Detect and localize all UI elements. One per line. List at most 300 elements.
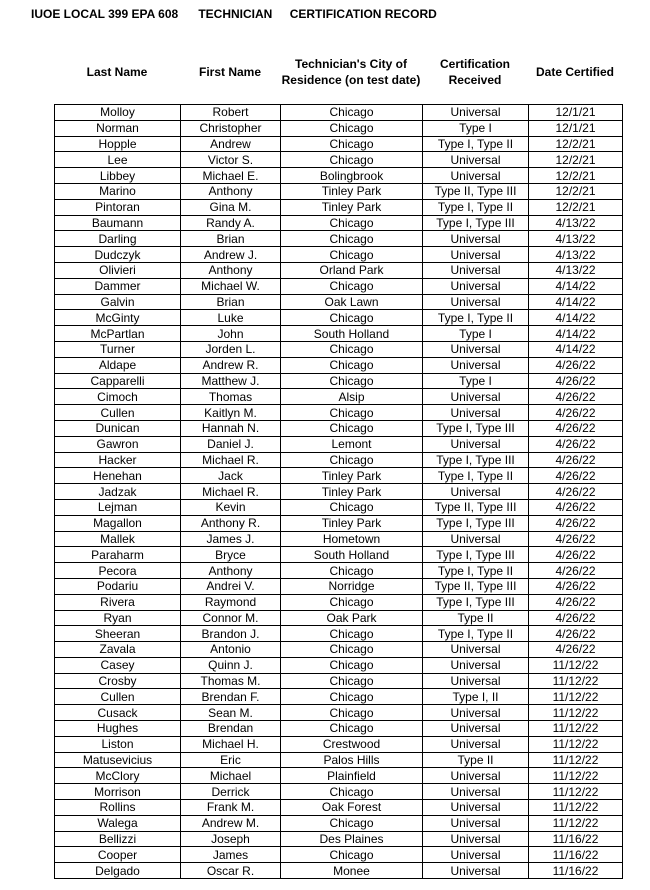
column-header-first-name: First Name xyxy=(198,65,262,79)
cell-last-name: Zavala xyxy=(55,642,181,658)
cell-city: Crestwood xyxy=(281,736,423,752)
cell-first-name: Quinn J. xyxy=(181,657,281,673)
cell-date-certified: 11/12/22 xyxy=(529,705,623,721)
table-row xyxy=(55,531,623,547)
cell-city: Chicago xyxy=(281,247,423,263)
cell-city: Chicago xyxy=(281,405,423,421)
cell-first-name: Victor S. xyxy=(181,152,281,168)
cell-last-name: Cullen xyxy=(55,405,181,421)
cell-date-certified: 4/26/22 xyxy=(529,468,623,484)
cell-city: Chicago xyxy=(281,120,423,136)
cell-city: Chicago xyxy=(281,705,423,721)
cell-last-name: Bellizzi xyxy=(55,831,181,847)
cell-date-certified: 12/1/21 xyxy=(529,120,623,136)
cell-date-certified: 4/26/22 xyxy=(529,405,623,421)
table-row xyxy=(55,278,623,294)
table-row xyxy=(55,389,623,405)
cell-city: Chicago xyxy=(281,452,423,468)
cell-certification: Type I, Type II xyxy=(423,468,529,484)
cell-city: Tinley Park xyxy=(281,515,423,531)
cell-city: Chicago xyxy=(281,673,423,689)
cell-first-name: Eric xyxy=(181,752,281,768)
cell-city: Chicago xyxy=(281,373,423,389)
table-row xyxy=(55,673,623,689)
cell-last-name: Gawron xyxy=(55,436,181,452)
cell-certification: Universal xyxy=(423,531,529,547)
cell-last-name: Cooper xyxy=(55,847,181,863)
cell-last-name: Norman xyxy=(55,120,181,136)
cell-last-name: Molloy xyxy=(55,105,181,121)
cell-city: Chicago xyxy=(281,420,423,436)
cell-date-certified: 11/12/22 xyxy=(529,657,623,673)
cell-first-name: James J. xyxy=(181,531,281,547)
cell-certification: Universal xyxy=(423,736,529,752)
table-row xyxy=(55,705,623,721)
cell-city: Tinley Park xyxy=(281,183,423,199)
cell-certification: Type I, Type III xyxy=(423,215,529,231)
cell-first-name: Jack xyxy=(181,468,281,484)
cell-date-certified: 4/14/22 xyxy=(529,326,623,342)
table-row xyxy=(55,484,623,500)
cell-first-name: Thomas xyxy=(181,389,281,405)
cell-certification: Universal xyxy=(423,657,529,673)
cell-last-name: McPartlan xyxy=(55,326,181,342)
cell-first-name: Sean M. xyxy=(181,705,281,721)
cell-date-certified: 11/12/22 xyxy=(529,815,623,831)
table-row xyxy=(55,752,623,768)
cell-city: Chicago xyxy=(281,341,423,357)
cell-city: Des Plaines xyxy=(281,831,423,847)
cell-city: Chicago xyxy=(281,310,423,326)
cell-date-certified: 4/26/22 xyxy=(529,499,623,515)
cell-date-certified: 4/26/22 xyxy=(529,578,623,594)
cell-last-name: Dammer xyxy=(55,278,181,294)
cell-certification: Universal xyxy=(423,673,529,689)
cell-certification: Universal xyxy=(423,800,529,816)
table-row xyxy=(55,405,623,421)
cell-city: Tinley Park xyxy=(281,468,423,484)
table-row xyxy=(55,594,623,610)
column-header-certification: Certification Received xyxy=(439,57,510,87)
cell-last-name: McClory xyxy=(55,768,181,784)
table-row xyxy=(55,863,623,879)
cell-date-certified: 11/12/22 xyxy=(529,784,623,800)
table-row xyxy=(55,373,623,389)
cell-last-name: Lejman xyxy=(55,499,181,515)
title-word-technician: TECHNICIAN xyxy=(198,7,273,21)
table-row xyxy=(55,120,623,136)
table-row xyxy=(55,721,623,737)
cell-city: Chicago xyxy=(281,278,423,294)
cell-certification: Universal xyxy=(423,152,529,168)
table-row xyxy=(55,183,623,199)
cell-first-name: Robert xyxy=(181,105,281,121)
cell-city: Chicago xyxy=(281,784,423,800)
cell-city: Oak Forest xyxy=(281,800,423,816)
certification-table xyxy=(54,104,623,879)
cell-last-name: Marino xyxy=(55,183,181,199)
cell-date-certified: 4/26/22 xyxy=(529,547,623,563)
cell-first-name: Michael R. xyxy=(181,484,281,500)
cell-certification: Type I, Type II xyxy=(423,563,529,579)
cell-last-name: Aldape xyxy=(55,357,181,373)
cell-city: Orland Park xyxy=(281,262,423,278)
cell-certification: Universal xyxy=(423,784,529,800)
cell-first-name: Raymond xyxy=(181,594,281,610)
cell-first-name: Frank M. xyxy=(181,800,281,816)
cell-first-name: Anthony xyxy=(181,183,281,199)
cell-date-certified: 11/12/22 xyxy=(529,752,623,768)
cell-certification: Universal xyxy=(423,105,529,121)
cell-last-name: Ryan xyxy=(55,610,181,626)
table-row xyxy=(55,231,623,247)
cell-city: Chicago xyxy=(281,721,423,737)
cell-date-certified: 4/26/22 xyxy=(529,436,623,452)
table-row xyxy=(55,452,623,468)
cell-certification: Type II, Type III xyxy=(423,499,529,515)
cell-first-name: Antonio xyxy=(181,642,281,658)
cell-certification: Type II xyxy=(423,752,529,768)
cell-date-certified: 12/1/21 xyxy=(529,105,623,121)
cell-city: Chicago xyxy=(281,105,423,121)
cell-certification: Type II, Type III xyxy=(423,183,529,199)
cell-date-certified: 11/16/22 xyxy=(529,847,623,863)
cell-date-certified: 4/13/22 xyxy=(529,247,623,263)
cell-date-certified: 11/16/22 xyxy=(529,863,623,879)
cell-certification: Universal xyxy=(423,768,529,784)
cell-date-certified: 12/2/21 xyxy=(529,199,623,215)
table-row xyxy=(55,199,623,215)
table-row xyxy=(55,831,623,847)
cell-first-name: Andrei V. xyxy=(181,578,281,594)
cell-date-certified: 4/26/22 xyxy=(529,563,623,579)
cell-first-name: Gina M. xyxy=(181,199,281,215)
table-row xyxy=(55,689,623,705)
cell-certification: Type I xyxy=(423,373,529,389)
cell-certification: Type I, Type III xyxy=(423,452,529,468)
cell-first-name: Anthony R. xyxy=(181,515,281,531)
cell-certification: Universal xyxy=(423,705,529,721)
table-row xyxy=(55,294,623,310)
table-body xyxy=(55,105,623,879)
cell-certification: Universal xyxy=(423,642,529,658)
cell-certification: Universal xyxy=(423,262,529,278)
cell-date-certified: 4/26/22 xyxy=(529,357,623,373)
cell-last-name: Rollins xyxy=(55,800,181,816)
cell-certification: Type I, Type II xyxy=(423,199,529,215)
cell-first-name: James xyxy=(181,847,281,863)
cell-city: Chicago xyxy=(281,594,423,610)
column-header-date-certified: Date Certified xyxy=(535,65,615,79)
table-row xyxy=(55,310,623,326)
cell-date-certified: 4/26/22 xyxy=(529,452,623,468)
table-row xyxy=(55,357,623,373)
cell-first-name: Daniel J. xyxy=(181,436,281,452)
document-title xyxy=(31,7,437,21)
cell-date-certified: 11/16/22 xyxy=(529,831,623,847)
cell-last-name: Pintoran xyxy=(55,199,181,215)
cell-last-name: Turner xyxy=(55,341,181,357)
cell-last-name: Cusack xyxy=(55,705,181,721)
cell-certification: Type I, Type III xyxy=(423,420,529,436)
cell-certification: Universal xyxy=(423,484,529,500)
cell-certification: Universal xyxy=(423,815,529,831)
cell-last-name: Crosby xyxy=(55,673,181,689)
cell-last-name: Rivera xyxy=(55,594,181,610)
cell-first-name: Hannah N. xyxy=(181,420,281,436)
cell-certification: Universal xyxy=(423,389,529,405)
table-row xyxy=(55,547,623,563)
table-row xyxy=(55,657,623,673)
cell-date-certified: 11/12/22 xyxy=(529,800,623,816)
cell-city: Tinley Park xyxy=(281,199,423,215)
cell-last-name: Lee xyxy=(55,152,181,168)
cell-certification: Universal xyxy=(423,847,529,863)
cell-date-certified: 11/12/22 xyxy=(529,689,623,705)
cell-certification: Universal xyxy=(423,831,529,847)
cell-first-name: Bryce xyxy=(181,547,281,563)
table-row xyxy=(55,784,623,800)
cell-first-name: Derrick xyxy=(181,784,281,800)
table-row xyxy=(55,326,623,342)
cell-certification: Type I, Type II xyxy=(423,310,529,326)
cell-last-name: Paraharm xyxy=(55,547,181,563)
cell-city: Chicago xyxy=(281,357,423,373)
cell-last-name: Capparelli xyxy=(55,373,181,389)
cell-city: Chicago xyxy=(281,231,423,247)
cell-last-name: Hacker xyxy=(55,452,181,468)
cell-city: Norridge xyxy=(281,578,423,594)
table-row xyxy=(55,262,623,278)
cell-date-certified: 4/26/22 xyxy=(529,420,623,436)
cell-city: Chicago xyxy=(281,815,423,831)
table-row xyxy=(55,420,623,436)
cell-first-name: Brian xyxy=(181,231,281,247)
table-row xyxy=(55,626,623,642)
table-row xyxy=(55,847,623,863)
cell-certification: Type II, Type III xyxy=(423,578,529,594)
cell-certification: Universal xyxy=(423,168,529,184)
column-header-last-name: Last Name xyxy=(86,65,148,79)
cell-certification: Type I, Type III xyxy=(423,594,529,610)
cell-date-certified: 4/26/22 xyxy=(529,389,623,405)
cell-last-name: Olivieri xyxy=(55,262,181,278)
cell-date-certified: 12/2/21 xyxy=(529,136,623,152)
cell-city: Hometown xyxy=(281,531,423,547)
cell-city: Alsip xyxy=(281,389,423,405)
cell-last-name: Liston xyxy=(55,736,181,752)
cell-city: Chicago xyxy=(281,657,423,673)
cell-date-certified: 11/12/22 xyxy=(529,721,623,737)
cell-certification: Universal xyxy=(423,231,529,247)
cell-first-name: Michael R. xyxy=(181,452,281,468)
table-header xyxy=(54,46,622,98)
cell-certification: Type I xyxy=(423,326,529,342)
cell-last-name: Henehan xyxy=(55,468,181,484)
cell-first-name: Brian xyxy=(181,294,281,310)
table-row xyxy=(55,341,623,357)
table-row xyxy=(55,563,623,579)
table-row xyxy=(55,247,623,263)
table-row xyxy=(55,152,623,168)
cell-date-certified: 4/26/22 xyxy=(529,531,623,547)
cell-first-name: Michael E. xyxy=(181,168,281,184)
cell-certification: Type I xyxy=(423,120,529,136)
cell-last-name: Jadzak xyxy=(55,484,181,500)
cell-first-name: Kevin xyxy=(181,499,281,515)
cell-date-certified: 4/26/22 xyxy=(529,626,623,642)
cell-certification: Universal xyxy=(423,357,529,373)
cell-last-name: Hughes xyxy=(55,721,181,737)
cell-last-name: Pecora xyxy=(55,563,181,579)
cell-first-name: Brendan xyxy=(181,721,281,737)
cell-date-certified: 11/12/22 xyxy=(529,673,623,689)
table-row xyxy=(55,736,623,752)
cell-last-name: Sheeran xyxy=(55,626,181,642)
cell-date-certified: 4/26/22 xyxy=(529,515,623,531)
cell-last-name: Hopple xyxy=(55,136,181,152)
cell-date-certified: 4/26/22 xyxy=(529,484,623,500)
cell-last-name: Matusevicius xyxy=(55,752,181,768)
cell-first-name: Matthew J. xyxy=(181,373,281,389)
cell-city: Chicago xyxy=(281,689,423,705)
cell-certification: Universal xyxy=(423,863,529,879)
cell-date-certified: 4/13/22 xyxy=(529,215,623,231)
cell-date-certified: 12/2/21 xyxy=(529,183,623,199)
cell-last-name: Walega xyxy=(55,815,181,831)
cell-city: Chicago xyxy=(281,136,423,152)
cell-date-certified: 4/14/22 xyxy=(529,294,623,310)
cell-last-name: McGinty xyxy=(55,310,181,326)
column-header-city: Technician's City of Residence (on test date) xyxy=(281,57,421,87)
cell-certification: Type II xyxy=(423,610,529,626)
cell-city: Oak Lawn xyxy=(281,294,423,310)
cell-first-name: Brandon J. xyxy=(181,626,281,642)
cell-date-certified: 4/26/22 xyxy=(529,373,623,389)
title-word-certification-record: CERTIFICATION RECORD xyxy=(289,7,437,21)
cell-first-name: John xyxy=(181,326,281,342)
cell-first-name: Randy A. xyxy=(181,215,281,231)
table-row xyxy=(55,105,623,121)
cell-date-certified: 4/14/22 xyxy=(529,310,623,326)
cell-first-name: Anthony xyxy=(181,563,281,579)
cell-date-certified: 4/13/22 xyxy=(529,231,623,247)
cell-city: South Holland xyxy=(281,326,423,342)
cell-date-certified: 12/2/21 xyxy=(529,168,623,184)
cell-date-certified: 12/2/21 xyxy=(529,152,623,168)
cell-certification: Universal xyxy=(423,721,529,737)
cell-certification: Type I, Type II xyxy=(423,626,529,642)
cell-certification: Universal xyxy=(423,341,529,357)
cell-last-name: Morrison xyxy=(55,784,181,800)
table-row xyxy=(55,610,623,626)
cell-date-certified: 11/12/22 xyxy=(529,768,623,784)
cell-last-name: Mallek xyxy=(55,531,181,547)
cell-city: Chicago xyxy=(281,215,423,231)
cell-last-name: Galvin xyxy=(55,294,181,310)
cell-city: Oak Park xyxy=(281,610,423,626)
cell-date-certified: 4/26/22 xyxy=(529,642,623,658)
cell-date-certified: 4/13/22 xyxy=(529,262,623,278)
table-row xyxy=(55,168,623,184)
cell-last-name: Dunican xyxy=(55,420,181,436)
table-row xyxy=(55,436,623,452)
cell-city: Chicago xyxy=(281,563,423,579)
cell-first-name: Michael xyxy=(181,768,281,784)
table-row xyxy=(55,215,623,231)
cell-certification: Universal xyxy=(423,405,529,421)
cell-city: Palos Hills xyxy=(281,752,423,768)
table-row xyxy=(55,468,623,484)
cell-last-name: Dudczyk xyxy=(55,247,181,263)
table-row xyxy=(55,800,623,816)
cell-date-certified: 4/26/22 xyxy=(529,610,623,626)
cell-city: Tinley Park xyxy=(281,484,423,500)
cell-last-name: Libbey xyxy=(55,168,181,184)
cell-last-name: Cullen xyxy=(55,689,181,705)
cell-certification: Universal xyxy=(423,247,529,263)
cell-last-name: Delgado xyxy=(55,863,181,879)
cell-city: Monee xyxy=(281,863,423,879)
cell-first-name: Anthony xyxy=(181,262,281,278)
cell-first-name: Kaitlyn M. xyxy=(181,405,281,421)
cell-first-name: Michael W. xyxy=(181,278,281,294)
table-row xyxy=(55,136,623,152)
cell-certification: Universal xyxy=(423,294,529,310)
cell-certification: Type I, Type III xyxy=(423,515,529,531)
cell-last-name: Casey xyxy=(55,657,181,673)
cell-certification: Universal xyxy=(423,278,529,294)
cell-city: Chicago xyxy=(281,499,423,515)
cell-city: South Holland xyxy=(281,547,423,563)
cell-first-name: Brendan F. xyxy=(181,689,281,705)
cell-last-name: Podariu xyxy=(55,578,181,594)
cell-city: Chicago xyxy=(281,626,423,642)
cell-date-certified: 4/26/22 xyxy=(529,594,623,610)
cell-city: Lemont xyxy=(281,436,423,452)
cell-first-name: Thomas M. xyxy=(181,673,281,689)
table-row xyxy=(55,768,623,784)
cell-first-name: Connor M. xyxy=(181,610,281,626)
cell-certification: Type I, II xyxy=(423,689,529,705)
cell-last-name: Magallon xyxy=(55,515,181,531)
cell-certification: Universal xyxy=(423,436,529,452)
table-row xyxy=(55,815,623,831)
cell-city: Bolingbrook xyxy=(281,168,423,184)
cell-certification: Type I, Type II xyxy=(423,136,529,152)
cell-certification: Type I, Type III xyxy=(423,547,529,563)
cell-last-name: Baumann xyxy=(55,215,181,231)
cell-city: Chicago xyxy=(281,642,423,658)
cell-last-name: Cimoch xyxy=(55,389,181,405)
table-row xyxy=(55,642,623,658)
cell-city: Plainfield xyxy=(281,768,423,784)
cell-first-name: Jorden L. xyxy=(181,341,281,357)
cell-date-certified: 4/14/22 xyxy=(529,341,623,357)
table-row xyxy=(55,499,623,515)
cell-city: Chicago xyxy=(281,152,423,168)
cell-first-name: Oscar R. xyxy=(181,863,281,879)
table-row xyxy=(55,578,623,594)
cell-first-name: Andrew R. xyxy=(181,357,281,373)
cell-first-name: Luke xyxy=(181,310,281,326)
table-row xyxy=(55,515,623,531)
cell-first-name: Andrew M. xyxy=(181,815,281,831)
cell-first-name: Christopher xyxy=(181,120,281,136)
title-org: IUOE LOCAL 399 EPA 608 xyxy=(31,7,179,21)
cell-first-name: Andrew xyxy=(181,136,281,152)
cell-date-certified: 4/14/22 xyxy=(529,278,623,294)
